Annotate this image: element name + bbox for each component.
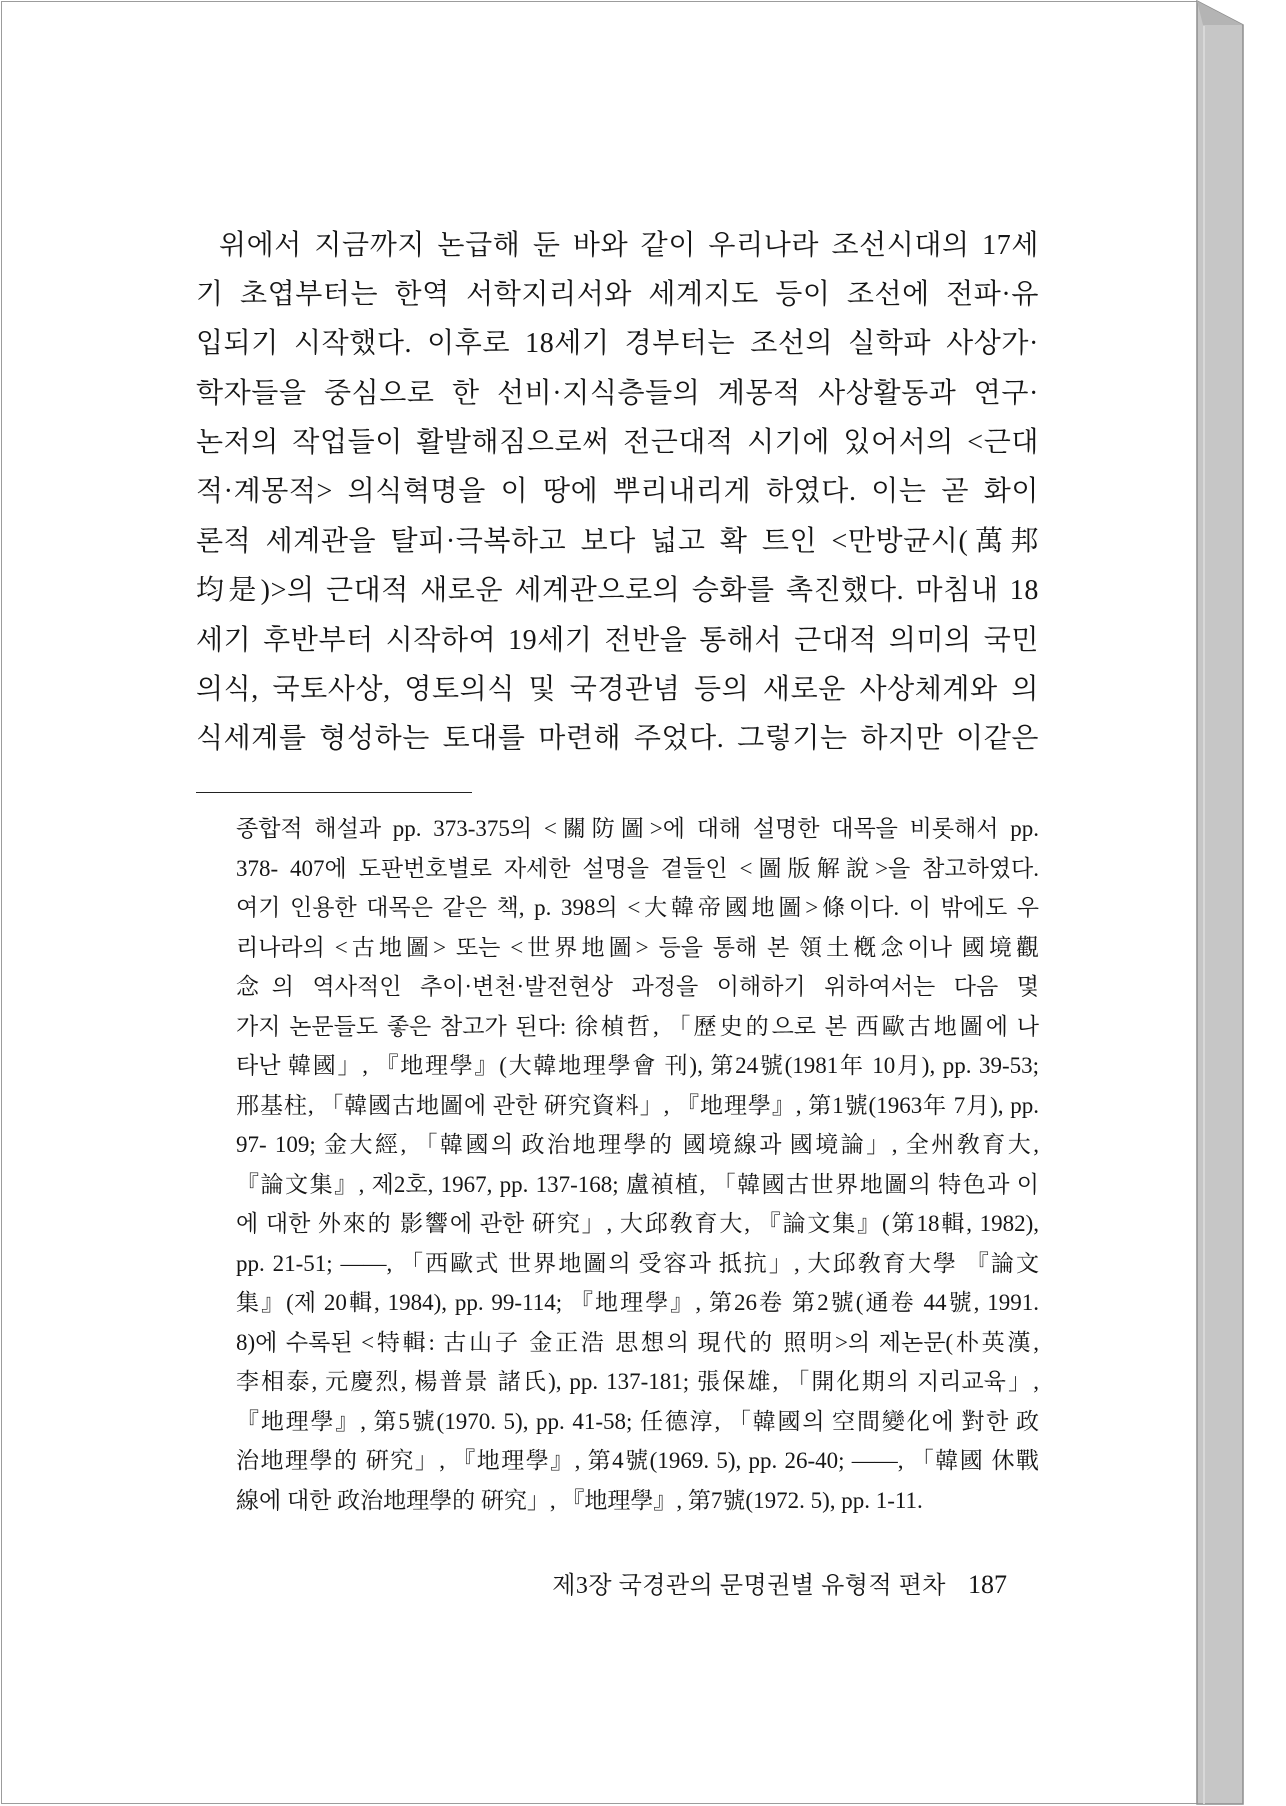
running-footer bbox=[552, 1567, 1007, 1603]
footnote-block bbox=[236, 809, 1039, 1520]
footnote-line-4: 리나라의 <古地圖> 또는 <世界地圖> 등을 통해 본 領土槪念이나 國境觀 bbox=[236, 934, 1039, 960]
body-line-1: 위에서 지금까지 논급해 둔 바와 같이 우리나라 조선시대의 17세 bbox=[219, 229, 1039, 261]
body-line-4: 학자들을 중심으로 한 선비·지식층들의 계몽적 사상활동과 연구· bbox=[196, 377, 1039, 409]
footnote-line-13: 集』(제 20輯, 1984), pp. 99-114; 『地理學』, 第26卷 第2號(通卷 44號, 1991. bbox=[236, 1290, 1039, 1315]
footnote-line-18: 線에 대한 政治地理學的 硏究」, 『地理學』, 第7號(1972. 5), pp. 1-11. bbox=[236, 1487, 923, 1513]
body-line-10: 의식, 국토사상, 영토의식 및 국경관념 등의 새로운 사상체계와 의 bbox=[196, 674, 1039, 706]
footnote-line-10: 『論文集』, 제2호, 1967, pp. 137-168; 盧禎植, 「韓國古世界地圖의 特色과 이 bbox=[236, 1171, 1039, 1197]
body-line-11: 식세계를 형성하는 토대를 마련해 주었다. 그렇기는 하지만 이같은 bbox=[196, 723, 1039, 755]
body-line-2: 기 초엽부터는 한역 서학지리서와 세계지도 등이 조선에 전파·유 bbox=[196, 278, 1039, 310]
footnote-line-11: 에 대한 外來的 影響에 관한 硏究」, 大邱敎育大, 『論文集』(第18輯, 1982), bbox=[236, 1211, 1039, 1236]
footnote-line-15: 李相泰, 元慶烈, 楊普景 諸氏), pp. 137-181; 張保雄, 「開化期의 지리교육」, bbox=[236, 1369, 1039, 1394]
body-line-3: 입되기 시작했다. 이후로 18세기 경부터는 조선의 실학파 사상가· bbox=[196, 328, 1039, 360]
footnote-line-12: pp. 21-51; ——, 「西歐式 世界地圖의 受容과 抵抗」, 大邱敎育大學 『論文 bbox=[236, 1250, 1039, 1276]
footnote-line-17: 治地理學的 硏究」, 『地理學』, 第4號(1969. 5), pp. 26-40; ——, 「韓國 休戰 bbox=[236, 1448, 1039, 1473]
footnote-line-3: 여기 인용한 대목은 같은 책, p. 398의 <大韓帝國地圖>條이다. 이 밖에도 우 bbox=[236, 895, 1039, 920]
body-line-5: 논저의 작업들이 활발해짐으로써 전근대적 시기에 있어서의 <근대 bbox=[196, 427, 1039, 459]
footnote-line-14: 8)에 수록된 <特輯: 古山子 金正浩 思想의 現代的 照明>의 제논문(朴英漢, bbox=[236, 1329, 1039, 1355]
footnote-line-9: 97- 109; 金大經, 「韓國의 政治地理學的 國境線과 國境論」, 全州敎育大, bbox=[236, 1132, 1039, 1157]
footnote-line-16: 『地理學』, 第5號(1970. 5), pp. 41-58; 任德淳, 「韓國의 空間變化에 對한 政 bbox=[236, 1408, 1039, 1434]
chapter-title: 제3장 국경관의 문명권별 유형적 편차 bbox=[552, 1573, 946, 1599]
footnote-line-2: 378- 407에 도판번호별로 자세한 설명을 곁들인 <圖版解說>을 참고하였다. bbox=[236, 855, 1039, 881]
footnote-line-6: 가지 논문들도 좋은 참고가 된다: 徐楨哲, 「歷史的으로 본 西歐古地圖에 나 bbox=[236, 1013, 1039, 1039]
footnote-line-5: 念의 역사적인 추이·변천·발전현상 과정을 이해하기 위하여서는 다음 몇 bbox=[236, 974, 1039, 999]
body-line-6: 적·계몽적> 의식혁명을 이 땅에 뿌리내리게 하였다. 이는 곧 화이 bbox=[196, 476, 1039, 508]
body-line-7: 론적 세계관을 탈피·극복하고 보다 넓고 확 트인 <만방균시(萬邦 bbox=[196, 525, 1039, 557]
body-line-9: 세기 후반부터 시작하여 19세기 전반을 통해서 근대적 의미의 국민 bbox=[196, 624, 1039, 656]
footnote-line-8: 邢基柱, 「韓國古地圖에 관한 硏究資料」, 『地理學』, 第1號(1963年 7月), pp. bbox=[236, 1092, 1039, 1118]
body-paragraph bbox=[196, 221, 1039, 764]
footnote-separator-rule bbox=[196, 792, 472, 793]
body-line-8: 均是)>의 근대적 새로운 세계관으로의 승화를 촉진했다. 마침내 18 bbox=[196, 575, 1039, 607]
footnote-line-7: 타난 韓國」, 『地理學』(大韓地理學會 刊), 第24號(1981年 10月), pp. 39-53; bbox=[236, 1053, 1039, 1078]
page-number: 187 bbox=[968, 1570, 1007, 1599]
footnote-line-1: 종합적 해설과 pp. 373-375의 <關防圖>에 대해 설명한 대목을 비롯해서 pp. bbox=[236, 816, 1039, 841]
